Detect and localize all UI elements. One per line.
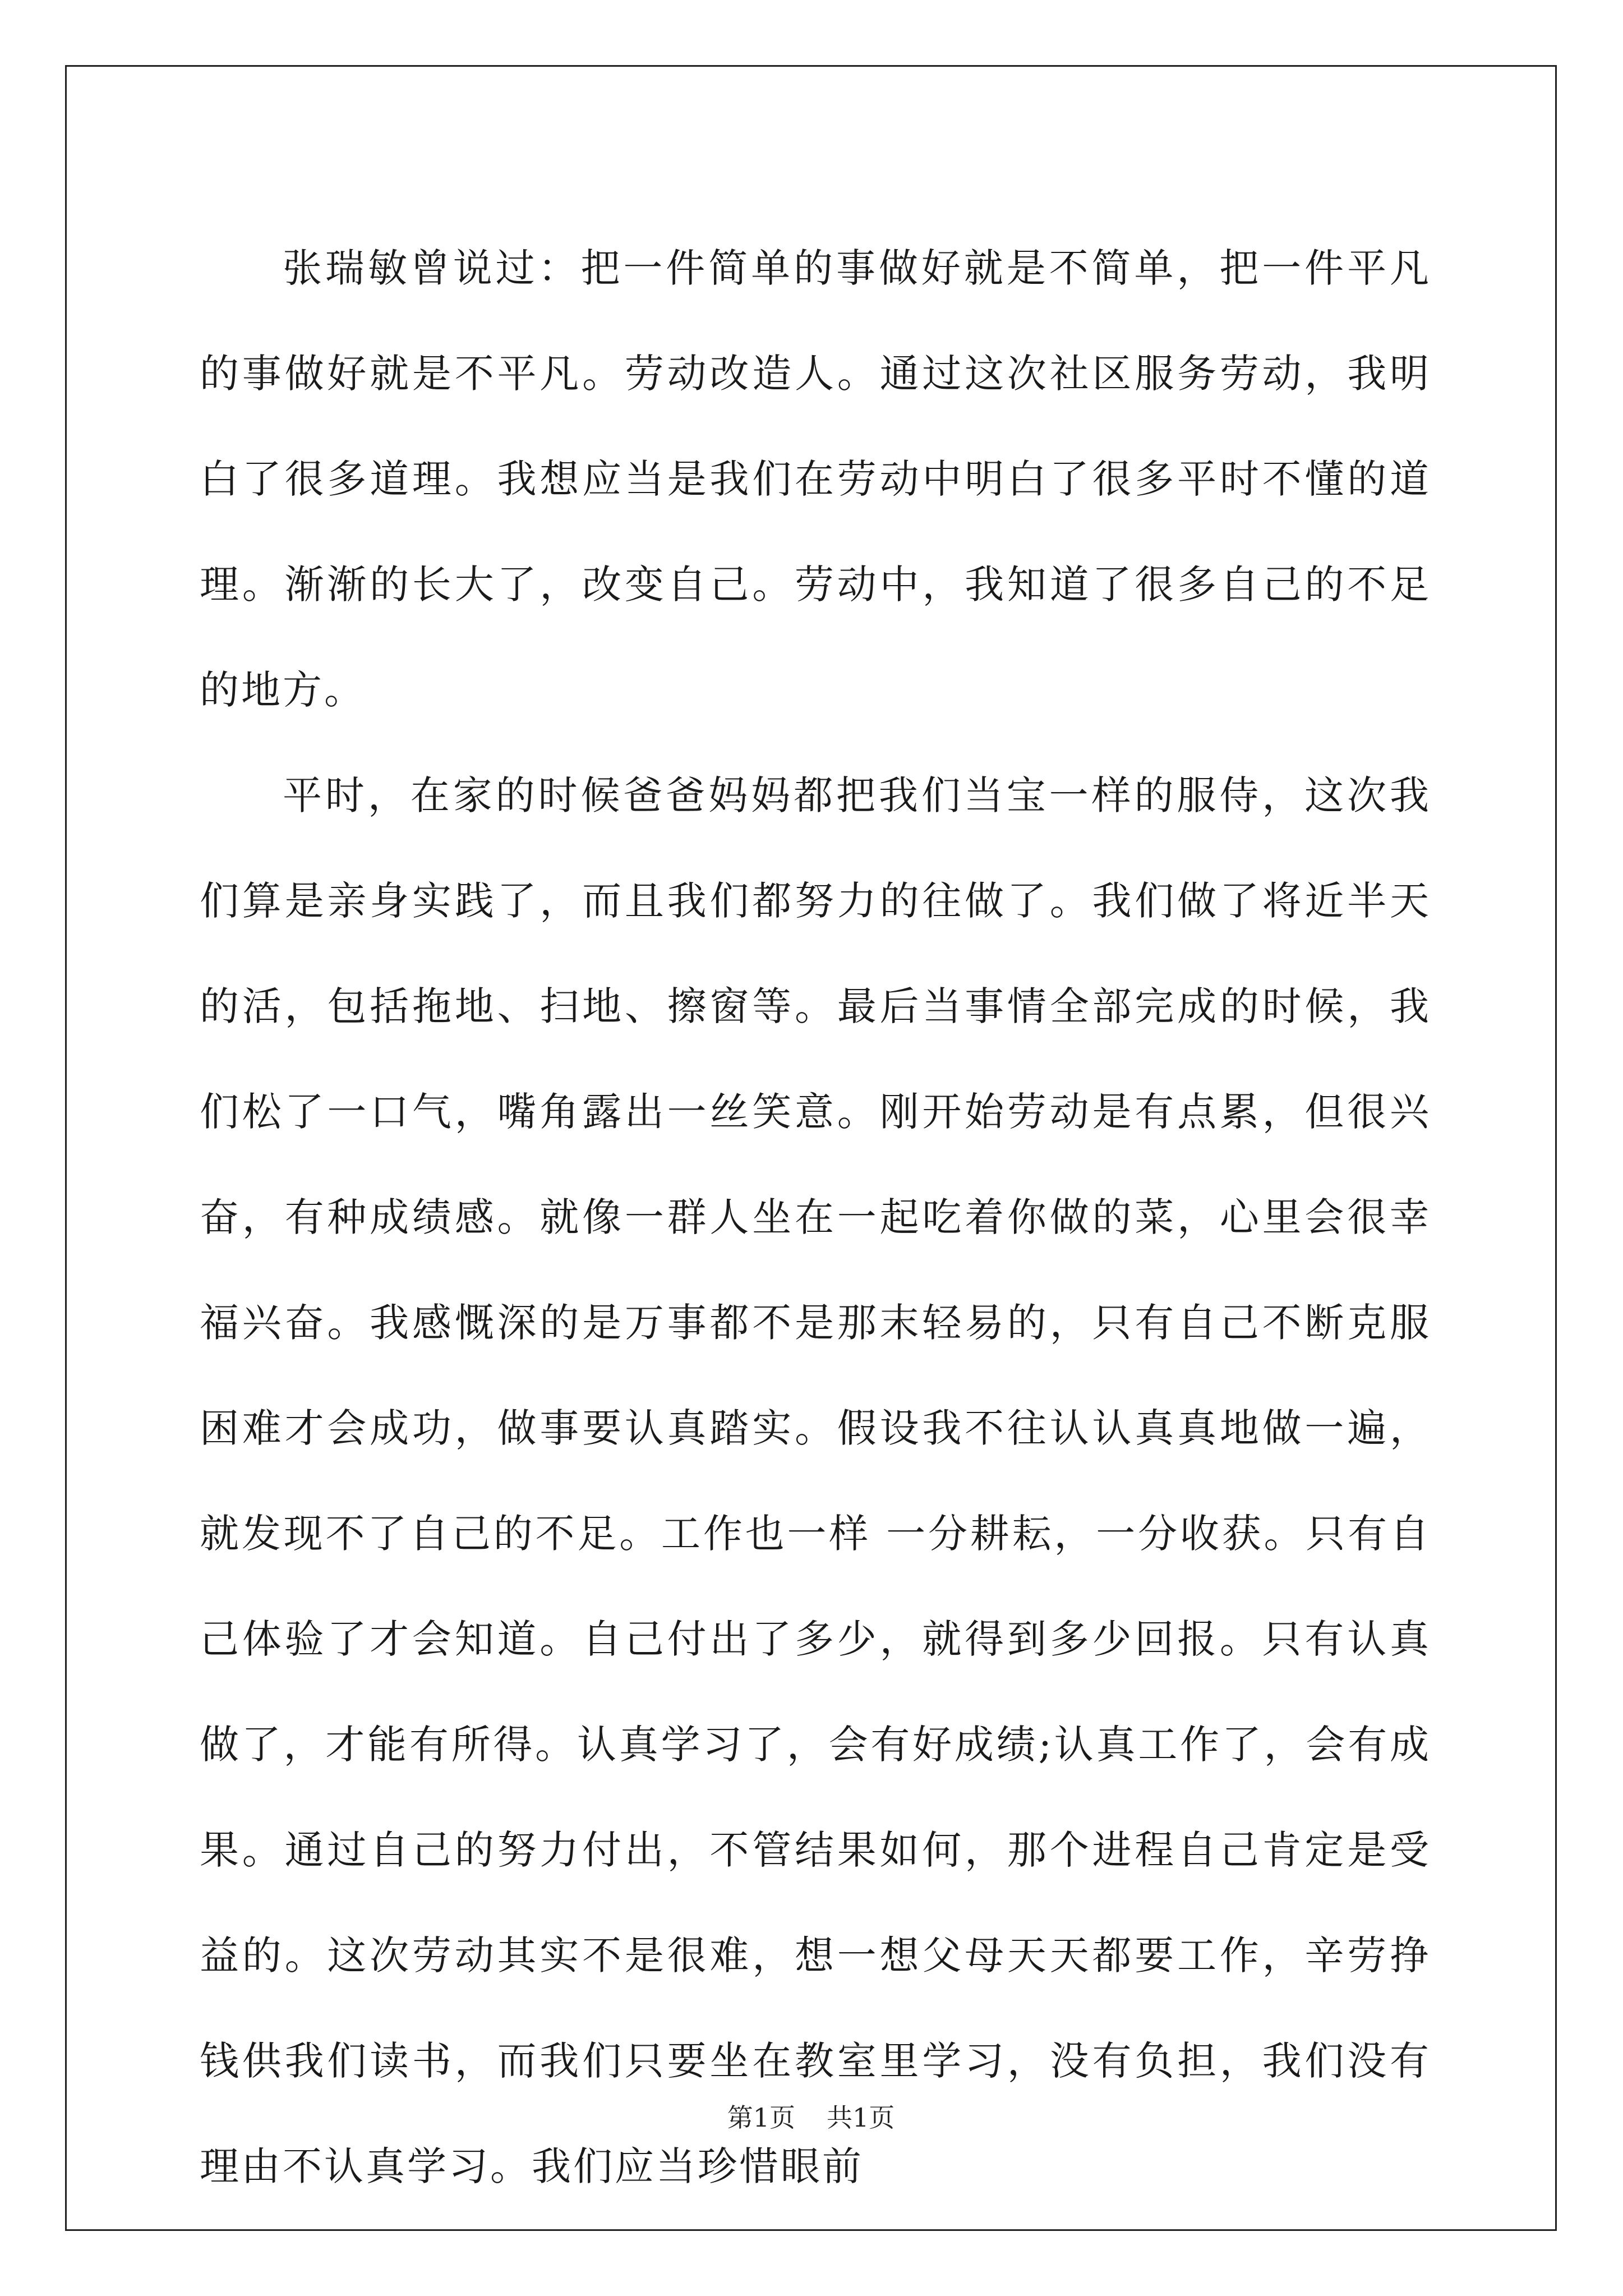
paragraph-2: 平时，在家的时候爸爸妈妈都把我们当宝一样的服侍，这次我们算是亲身实践了，而且我们都努力的往做了。我们做了将近半天的活，包括拖地、扫地、擦窗等。最后当事情全部完成的时候，我们松了一口气，嘴角露出一丝笑意。刚开始劳动是有点累，但很兴奋，有种成绩感。就像一群人坐在一起吃着你做的菜，心里会很幸福兴奋。我感慨深的是万事都不是那末轻易的，只有自己不断克服困难才会成功，做事要认真踏实。假设我不往认认真真地做一遍，就发现不了自己的不足。工作也一样 一分耕耘，一分收获。只有自己体验了才会知道。自己付出了多少，就得到多少回报。只有认真做了，才能有所得。认真学习了，会有好成绩;认真工作了，会有成果。通过自己的努力付出，不管结果如何，那个进程自己肯定是受益的。这次劳动其实不是很难，想一想父母天天都要工作，辛劳挣钱供我们读书，而我们只要坐在教室里学习，没有负担，我们没有理由不认真学习。我们应当珍惜眼前 bbox=[200, 772, 1431, 2189]
page-number-total: 共1页 bbox=[827, 2102, 895, 2133]
page-number-current: 第1页 bbox=[727, 2102, 795, 2133]
paragraph-1: 张瑞敏曾说过：把一件简单的事做好就是不简单，把一件平凡的事做好就是不平凡。劳动改造人。通过这次社区服务劳动，我明白了很多道理。我想应当是我们在劳动中明白了很多平时不懂的道理。渐渐的长大了，改变自己。劳动中，我知道了很多自己的不足的地方。 bbox=[200, 245, 1431, 713]
document-body bbox=[200, 215, 1431, 2219]
page-footer bbox=[65, 2101, 1557, 2134]
